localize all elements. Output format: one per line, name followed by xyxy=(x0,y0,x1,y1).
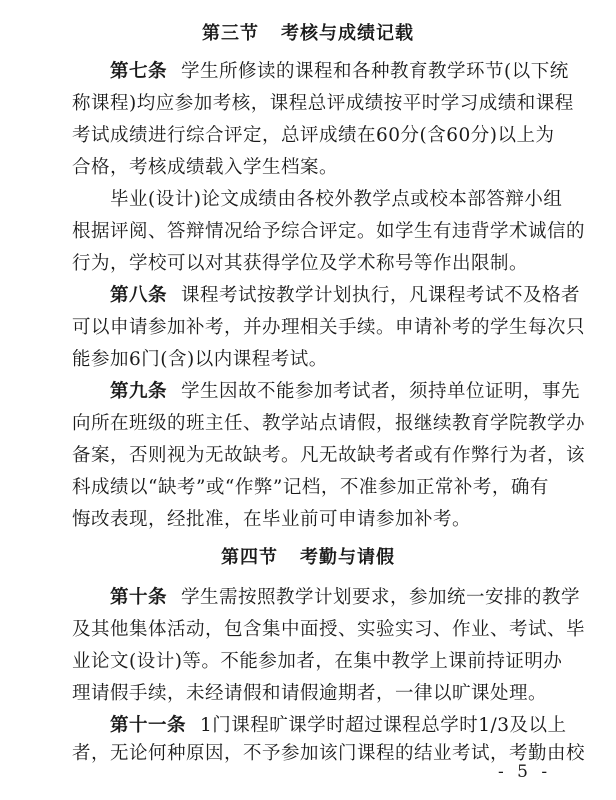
section-3-heading xyxy=(0,22,616,46)
article-9-line-2: 向所在班级的班主任、教学站点请假，报继续教育学院教学办 xyxy=(72,413,586,434)
page-number: - 5 - xyxy=(498,762,552,782)
article-11-line-2: 者，无论何种原因，不予参加该门课程的结业考试，考勤由校 xyxy=(72,743,586,764)
article-8-line-2: 可以申请参加补考，并办理相关手续。申请补考的学生每次只 xyxy=(72,317,586,338)
article-11-line-1: 第十一条 1门课程旷课学时超过课程总学时1/3及以上 xyxy=(110,715,567,736)
section-4-title: 考勤与请假 xyxy=(300,547,395,568)
article-10-line-2: 及其他集体活动，包含集中面授、实验实习、作业、考试、毕 xyxy=(72,619,586,640)
article-8-line-3: 能参加6门(含)以内课程考试。 xyxy=(72,349,328,370)
article-8-label: 第八条 xyxy=(110,285,168,306)
article-9-line-1: 第九条 学生因故不能参加考试者，须持单位证明，事先 xyxy=(110,381,581,402)
article-10-label: 第十条 xyxy=(110,587,168,608)
article-9-line-4: 科成绩以“缺考”或“作弊”记档，不准参加正常补考，确有 xyxy=(72,477,549,498)
article-7-line-3: 考试成绩进行综合评定，总评成绩在60分(含60分)以上为 xyxy=(72,125,555,146)
section-3-label: 第三节 xyxy=(202,23,259,44)
section-4-heading xyxy=(0,546,616,570)
thesis-para-line-3: 行为，学校可以对其获得学位及学术称号等作出限制。 xyxy=(72,253,529,274)
article-9-line-5: 悔改表现，经批准，在毕业前可申请参加补考。 xyxy=(72,509,472,530)
article-10-line-3: 业论文(设计)等。不能参加者，在集中教学上课前持证明办 xyxy=(72,651,563,672)
article-8-line-1: 第八条 课程考试按教学计划执行，凡课程考试不及格者 xyxy=(110,285,581,306)
article-11-label: 第十一条 xyxy=(110,715,187,736)
article-9-line-3: 备案，否则视为无故缺考。凡无故缺考者或有作弊行为者，该 xyxy=(72,445,586,466)
article-10-line-4: 理请假手续，未经请假和请假逾期者，一律以旷课处理。 xyxy=(72,683,548,704)
section-3-title: 考核与成绩记载 xyxy=(281,23,414,44)
thesis-para-line-1: 毕业(设计)论文成绩由各校外教学点或校本部答辩小组 xyxy=(110,189,563,210)
article-10-line-1: 第十条 学生需按照教学计划要求，参加统一安排的教学 xyxy=(110,587,581,608)
section-4-label: 第四节 xyxy=(221,547,278,568)
article-7-label: 第七条 xyxy=(110,61,168,82)
article-7-line-1: 第七条 学生所修读的课程和各种教育教学环节(以下统 xyxy=(110,61,569,82)
article-7-line-2: 称课程)均应参加考核，课程总评成绩按平时学习成绩和课程 xyxy=(72,93,574,114)
thesis-para-line-2: 根据评阅、答辩情况给予综合评定。如学生有违背学术诚信的 xyxy=(72,221,586,242)
article-9-label: 第九条 xyxy=(110,381,168,402)
article-7-line-4: 合格，考核成绩载入学生档案。 xyxy=(72,157,339,178)
